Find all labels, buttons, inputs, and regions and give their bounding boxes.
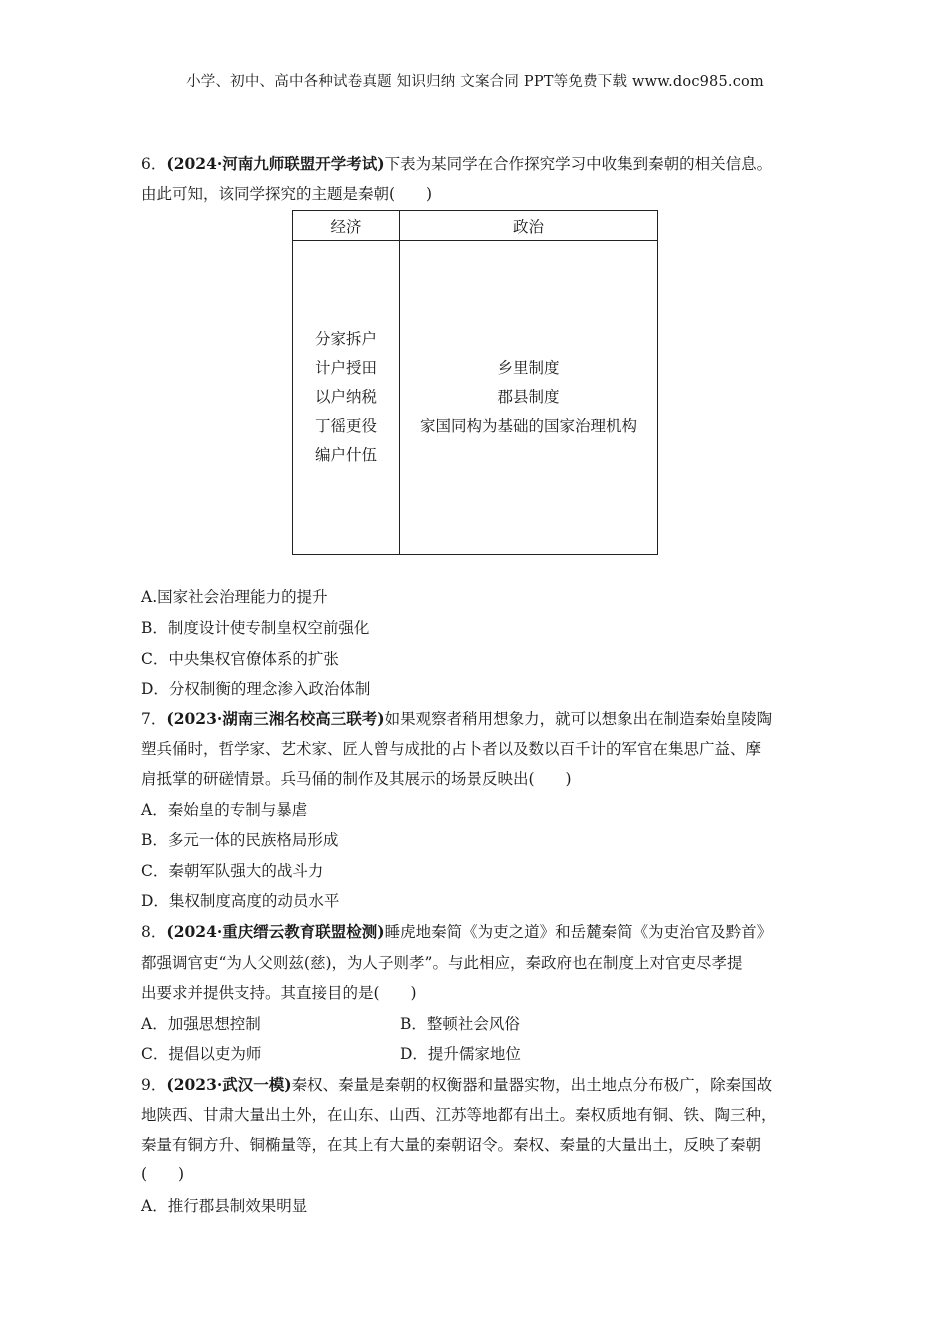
q6-option-d: D．分权制衡的理念渗入政治体制 — [141, 680, 371, 698]
q6-line-1 — [141, 152, 772, 174]
politics-item: 乡里制度 — [497, 359, 560, 377]
q7-line-1 — [141, 707, 772, 729]
q6-option-b: B．制度设计使专制皇权空前强化 — [141, 619, 370, 637]
q7-text-2: 塑兵俑时，哲学家、艺术家、匠人曾与成批的占卜者以及数以百千计的军官在集思广益、摩 — [141, 740, 762, 758]
q7-option-c: C．秦朝军队强大的战斗力 — [141, 862, 324, 880]
q9-text-1: 秦权、秦量是秦朝的权衡器和量器实物，出土地点分布极广，除秦国故 — [291, 1076, 773, 1094]
q8-line-1 — [141, 920, 772, 942]
politics-cell — [400, 241, 658, 555]
table-header-politics: 政治 — [400, 211, 658, 241]
q8-option-b: B．整顿社会风俗 — [400, 1015, 520, 1033]
info-table — [292, 210, 658, 555]
economy-item: 计户授田 — [314, 359, 377, 377]
q6-option-c: C．中央集权官僚体系的扩张 — [141, 650, 339, 668]
economy-item: 以户纳税 — [314, 388, 377, 406]
q9-option-a: A．推行郡县制效果明显 — [141, 1197, 308, 1215]
q9-text-3: 秦量有铜方升、铜椭量等，在其上有大量的秦朝诏令。秦权、秦量的大量出土，反映了秦朝 — [141, 1136, 762, 1154]
q9-source: (2023·武汉一模) — [166, 1075, 292, 1094]
economy-cell — [293, 241, 400, 555]
q8-number: 8． — [141, 923, 167, 941]
table-header-economy: 经济 — [293, 211, 400, 241]
page-header: 小学、初中、高中各种试卷真题 知识归纳 文案合同 PPT等免费下载 www.doc985.com — [186, 74, 764, 90]
q6-number: 6． — [141, 155, 167, 173]
q6-text-1: 下表为某同学在合作探究学习中收集到秦朝的相关信息。 — [384, 155, 773, 173]
q7-text-3: 肩抵掌的研磋情景。兵马俑的制作及其展示的场景反映出( ) — [141, 770, 572, 788]
q6-option-a: A.国家社会治理能力的提升 — [141, 588, 328, 606]
politics-item: 郡县制度 — [497, 388, 560, 406]
q8-option-c: C．提倡以吏为师 — [141, 1045, 262, 1063]
q8-text-3: 出要求并提供支持。其直接目的是( ) — [141, 984, 417, 1002]
q7-option-d: D．集权制度高度的动员水平 — [141, 892, 340, 910]
q8-text-1: 睡虎地秦简《为吏之道》和岳麓秦简《为吏治官及黔首》 — [384, 923, 773, 941]
q7-number: 7． — [141, 710, 167, 728]
q9-line-1 — [141, 1073, 772, 1095]
economy-item: 编户什伍 — [314, 446, 377, 464]
q6-text-2: 由此可知，该同学探究的主题是秦朝( ) — [141, 185, 433, 203]
q8-text-2: 都强调官吏“为人父则兹(慈)，为人子则孝”。与此相应，秦政府也在制度上对官吏尽孝提 — [141, 954, 743, 972]
q7-option-a: A．秦始皇的专制与暴虐 — [141, 801, 308, 819]
q8-option-d: D．提升儒家地位 — [400, 1045, 521, 1063]
q7-source: (2023·湖南三湘名校高三联考) — [166, 709, 385, 728]
q8-source: (2024·重庆缙云教育联盟检测) — [166, 922, 385, 941]
q6-source: (2024·河南九师联盟开学考试) — [166, 154, 385, 173]
q7-text-1: 如果观察者稍用想象力，就可以想象出在制造秦始皇陵陶 — [384, 710, 773, 728]
q7-option-b: B．多元一体的民族格局形成 — [141, 831, 339, 849]
politics-item: 家国同构为基础的国家治理机构 — [419, 417, 637, 435]
economy-item: 丁徭更役 — [314, 417, 377, 435]
q9-number: 9． — [141, 1076, 167, 1094]
q8-option-a: A．加强思想控制 — [141, 1015, 261, 1033]
q9-text-2: 地陕西、甘肃大量出土外，在山东、山西、江苏等地都有出土。秦权质地有铜、铁、陶三种， — [141, 1106, 777, 1124]
economy-item: 分家拆户 — [314, 330, 377, 348]
q9-text-4: ( ) — [141, 1165, 185, 1183]
